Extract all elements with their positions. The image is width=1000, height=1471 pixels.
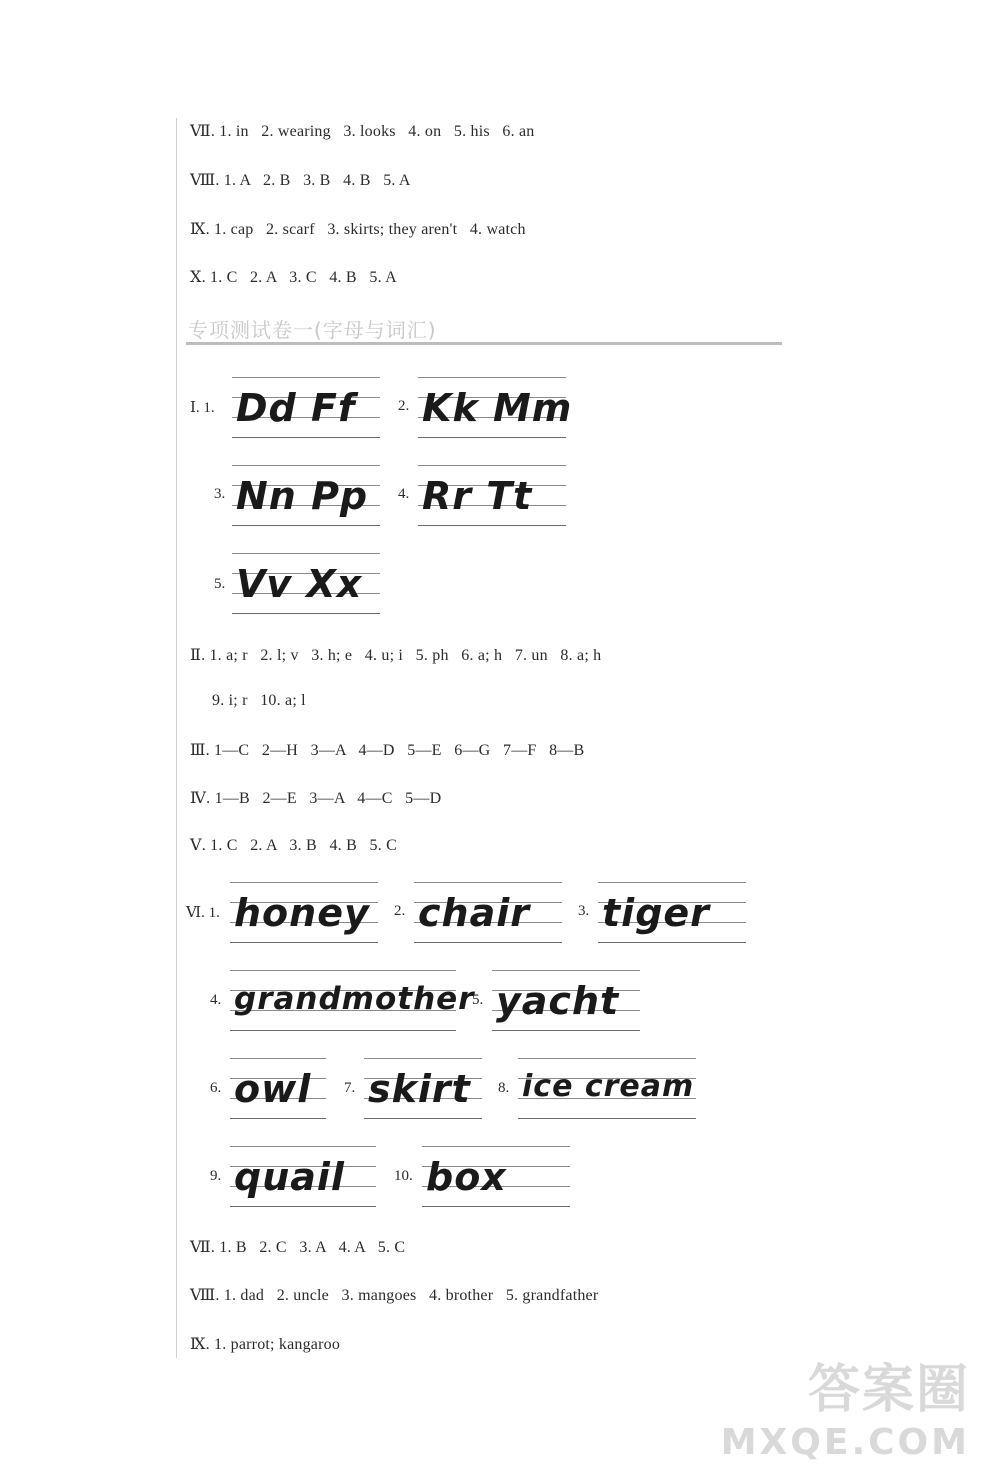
watermark-logo <box>721 1347 970 1463</box>
part-vi-label-6: 6. <box>210 1080 222 1096</box>
answer-line-x-top: Ⅹ. 1. C 2. A 3. C 4. B 5. A <box>190 269 397 286</box>
handwriting-answer <box>492 970 640 1030</box>
handwriting-text: ice cream <box>522 1069 695 1104</box>
watermark-url: MXQE.COM <box>720 1422 970 1463</box>
answer-line-ix-top: Ⅸ. 1. cap 2. scarf 3. skirts; they aren't 4. watch <box>190 221 526 238</box>
handwriting-text: Kk Mm <box>422 386 573 430</box>
part-vi-label-10: 10. <box>394 1168 413 1184</box>
part-i-label-4: 4. <box>398 486 410 502</box>
answer-line-v: Ⅴ. 1. C 2. A 3. B 4. B 5. C <box>190 837 398 854</box>
handwriting-answer <box>232 465 380 525</box>
handwriting-text: honey <box>234 891 370 935</box>
handwriting-answer <box>230 882 378 942</box>
part-i-label-3: 3. <box>214 486 226 502</box>
handwriting-answer <box>230 1146 376 1206</box>
handwriting-answer <box>518 1058 696 1118</box>
handwriting-answer <box>232 553 380 613</box>
handwriting-answer <box>232 377 380 437</box>
handwriting-text: Nn Pp <box>236 474 369 518</box>
handwriting-text: chair <box>418 891 530 935</box>
part-vi-label-9: 9. <box>210 1168 222 1184</box>
part-i-label-1: Ⅰ. 1. <box>190 400 215 416</box>
answer-line-ii-a: Ⅱ. 1. a; r 2. l; v 3. h; e 4. u; i 5. ph 6. a; h 7. un 8. a; h <box>190 647 602 664</box>
answer-line-iv: Ⅳ. 1—B 2—E 3—A 4—C 5—D <box>190 790 442 807</box>
handwriting-text: Rr Tt <box>422 474 533 518</box>
handwriting-answer <box>598 882 746 942</box>
section-title: 专项测试卷一(字母与词汇) <box>188 318 437 342</box>
section-divider <box>186 342 782 345</box>
part-vi-label-2: 2. <box>394 903 406 919</box>
handwriting-text: skirt <box>368 1067 471 1111</box>
handwriting-answer <box>364 1058 482 1118</box>
watermark-text: 答案圈 <box>807 1360 970 1420</box>
part-vi-label-5: 5. <box>472 992 484 1008</box>
part-vi-label-3: 3. <box>578 903 590 919</box>
answer-line-ii-b: 9. i; r 10. a; l <box>212 692 306 709</box>
answer-line-ix-bottom: Ⅸ. 1. parrot; kangaroo <box>190 1336 341 1353</box>
handwriting-text: grandmother <box>234 981 475 1017</box>
handwriting-text: Dd Ff <box>236 386 356 430</box>
left-margin-rule <box>176 118 177 1358</box>
handwriting-answer <box>418 465 566 525</box>
handwriting-text: quail <box>234 1155 345 1199</box>
handwriting-answer <box>230 1058 326 1118</box>
handwriting-answer <box>422 1146 570 1206</box>
answer-line-viii-top: Ⅷ. 1. A 2. B 3. B 4. B 5. A <box>190 172 411 189</box>
handwriting-text: owl <box>234 1067 312 1111</box>
answer-line-iii: Ⅲ. 1—C 2—H 3—A 4—D 5—E 6—G 7—F 8—B <box>190 742 585 759</box>
answer-line-vii-top: Ⅶ. 1. in 2. wearing 3. looks 4. on 5. his 6. an <box>190 123 535 140</box>
part-i-label-2: 2. <box>398 398 410 414</box>
part-i-label-5: 5. <box>214 576 226 592</box>
handwriting-text: Vv Xx <box>236 562 363 606</box>
part-vi-label-4: 4. <box>210 992 222 1008</box>
handwriting-text: yacht <box>496 979 620 1023</box>
handwriting-answer <box>414 882 562 942</box>
answer-line-vii-bottom: Ⅶ. 1. B 2. C 3. A 4. A 5. C <box>190 1239 406 1256</box>
part-vi-label-1: Ⅵ. 1. <box>186 905 220 921</box>
handwriting-answer <box>230 970 475 1030</box>
part-vi-label-7: 7. <box>344 1080 356 1096</box>
part-vi-label-8: 8. <box>498 1080 510 1096</box>
handwriting-answer <box>418 377 573 437</box>
answer-line-viii-bottom: Ⅷ. 1. dad 2. uncle 3. mangoes 4. brother 5. grandfather <box>190 1287 599 1304</box>
handwriting-text: box <box>426 1155 507 1199</box>
handwriting-text: tiger <box>602 891 710 935</box>
